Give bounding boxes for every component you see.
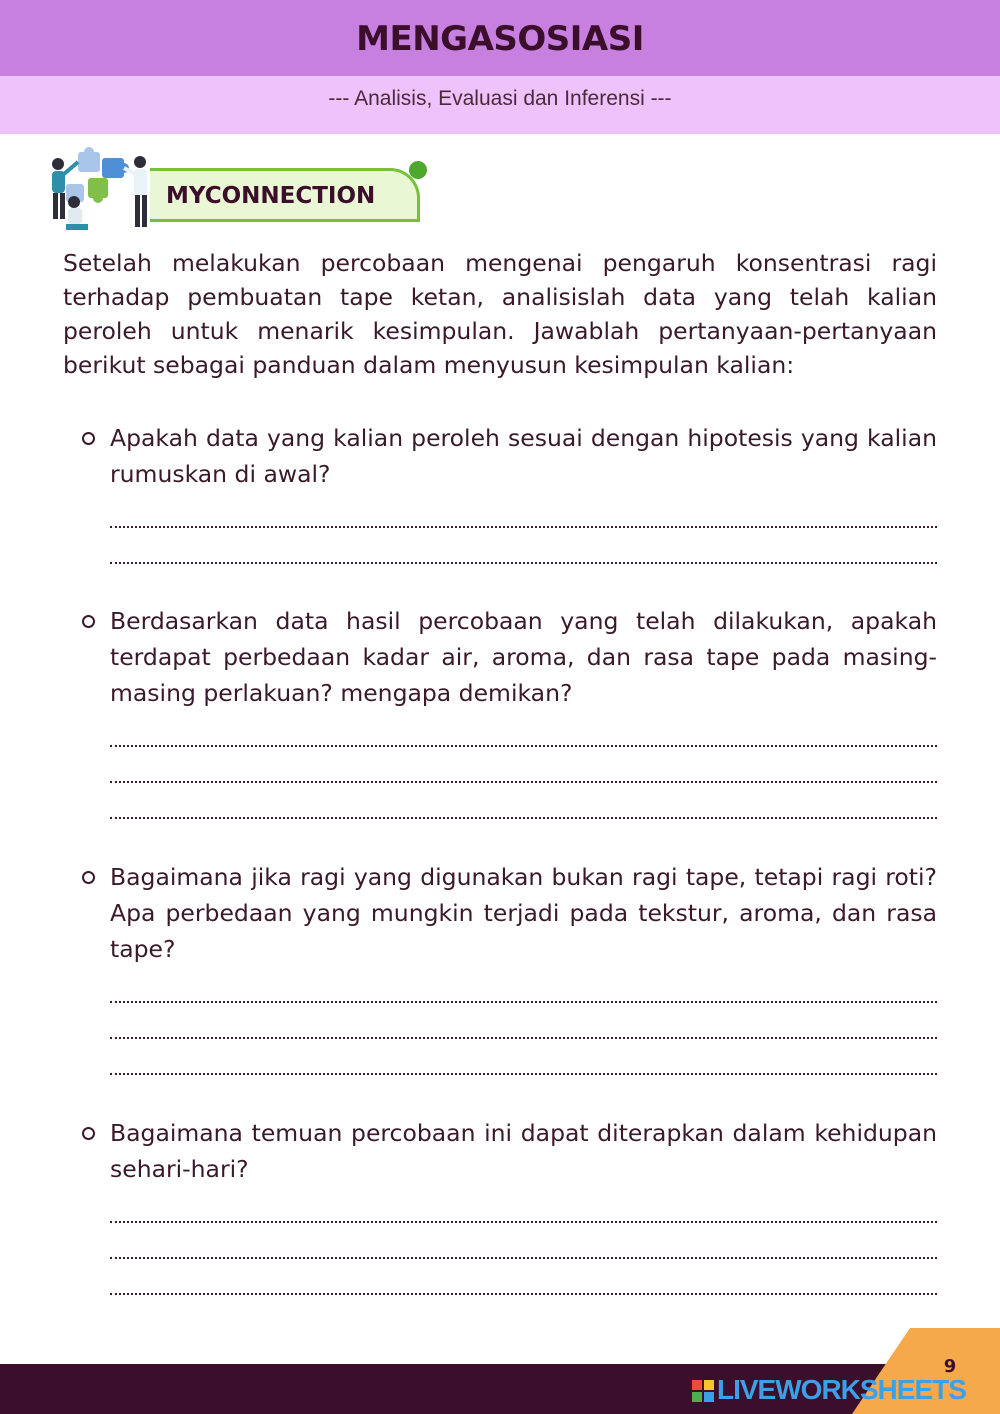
puzzle-team-icon (44, 144, 156, 236)
answer-line[interactable] (110, 711, 937, 747)
bullet-circle-icon (82, 1127, 95, 1140)
header-banner (0, 0, 1000, 76)
watermark (692, 1372, 966, 1408)
answer-line[interactable] (110, 1039, 937, 1075)
page-subtitle: --- Analisis, Evaluasi dan Inferensi --- (0, 76, 1000, 134)
question-1 (80, 420, 937, 564)
bullet-circle-icon (82, 871, 95, 884)
question-text: Bagaimana jika ragi yang digunakan bukan ragi tape, tetapi ragi roti? Apa perbedaan yang mungkin terjadi pada tekstur, aroma, dan rasa tape? (110, 863, 937, 963)
answer-line[interactable] (110, 492, 937, 528)
bullet-circle-icon (82, 432, 95, 445)
question-2 (80, 603, 937, 819)
section-tag-label: MYCONNECTION (166, 183, 376, 209)
answer-line[interactable] (110, 528, 937, 564)
page-number: 9 (943, 1356, 957, 1377)
page-title: MENGASOSIASI (356, 19, 644, 59)
answer-line[interactable] (110, 747, 937, 783)
watermark-text: LIVEWORKSHEETS (717, 1374, 966, 1405)
section-tag (150, 168, 420, 222)
answer-line[interactable] (110, 783, 937, 819)
question-text: Bagaimana temuan percobaan ini dapat diterapkan dalam kehidupan sehari-hari? (110, 1119, 937, 1183)
answer-line[interactable] (110, 1003, 937, 1039)
liveworksheets-logo-icon (692, 1380, 714, 1402)
question-text: Berdasarkan data hasil percobaan yang telah dilakukan, apakah terdapat perbedaan kadar air, aroma, dan rasa tape pada masing-masing perlakuan? mengapa demikan? (110, 607, 937, 707)
answer-line[interactable] (110, 1223, 937, 1259)
question-4 (80, 1115, 937, 1295)
question-3 (80, 859, 937, 1075)
question-text: Apakah data yang kalian peroleh sesuai dengan hipotesis yang kalian rumuskan di awal? (110, 424, 937, 488)
bullet-circle-icon (82, 615, 95, 628)
intro-paragraph: Setelah melakukan percobaan mengenai pengaruh konsentrasi ragi terhadap pembuatan tape ketan, analisislah data yang telah kalian peroleh untuk menarik kesimpulan. Jawablah pertanyaan-pertanyaan berikut sebagai panduan dalam menyusun kesimpulan kalian: (63, 249, 937, 379)
answer-line[interactable] (110, 1259, 937, 1295)
tag-dot-icon (409, 161, 427, 179)
answer-line[interactable] (110, 1187, 937, 1223)
answer-line[interactable] (110, 967, 937, 1003)
